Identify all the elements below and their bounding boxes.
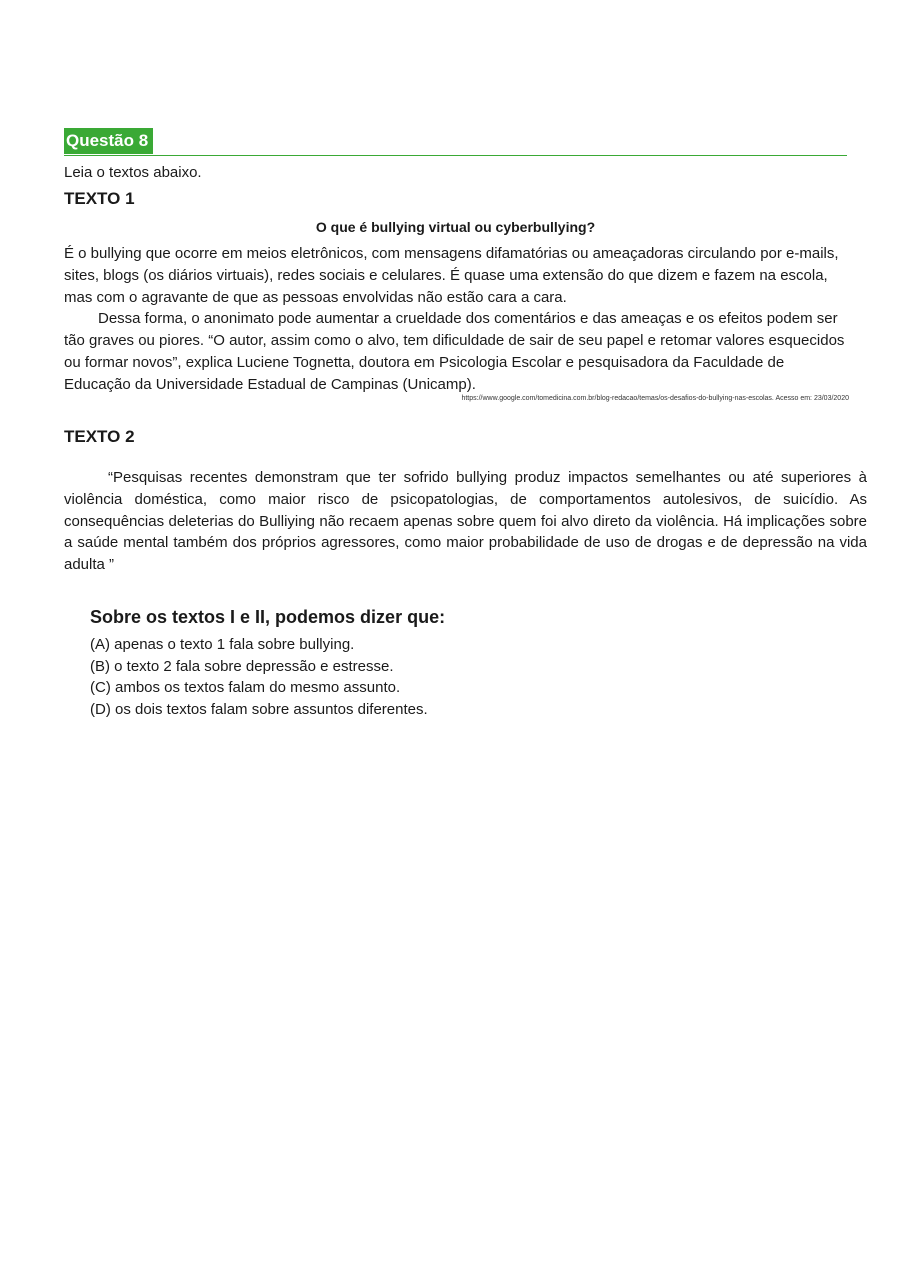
option-a[interactable]: (A) apenas o texto 1 fala sobre bullying. [90, 636, 355, 653]
option-b[interactable]: (B) o texto 2 fala sobre depressão e estresse. [90, 657, 394, 675]
question-number-badge: Questão 8 [64, 128, 153, 154]
texto2-body [64, 467, 867, 576]
texto1-paragraph-1: É o bullying que ocorre em meios eletrônicos, com mensagens difamatórias ou ameaçadoras circulando por e-mails, sites, blogs (os diários virtuais), redes sociais e celulares. É quase uma extensão do que dizem e fazem na escola, mas com o agravante de que as pessoas envolvidas não estão cara a cara. [64, 245, 839, 306]
question-prompt: Sobre os textos I e II, podemos dizer que: [90, 607, 446, 627]
option-d[interactable]: (D) os dois textos falam sobre assuntos diferentes. [90, 700, 428, 718]
texto1-body [64, 243, 854, 396]
texto1-label: TEXTO 1 [64, 189, 135, 208]
texto1-paragraph-2: Dessa forma, o anonimato pode aumentar a crueldade dos comentários e das ameaças e os efeitos podem ser tão graves ou piores. “O autor, assim como o alvo, tem dificuldade de sair de seu papel e retomar valores esquecidos ou formar novos”, explica Luciene Tognetta, doutora em Psicologia Escolar e pesquisadora da Faculdade de Educação da Universidade Estadual de Campinas (Unicamp). [64, 310, 845, 393]
texto2-paragraph: “Pesquisas recentes demonstram que ter sofrido bullying produz impactos semelhantes ou até superiores à violência doméstica, como maior risco de psicopatologias, de comportamentos autolesivos, de suicídio. As consequências deleterias do Bulliying não recaem apenas sobre quem foi alvo direto da violência. Há implicações sobre a saúde mental também dos próprios agressores, como maior probabilidade de uso de drogas e de depressão na vida adulta ” [64, 469, 867, 574]
instruction-text: Leia o textos abaixo. [64, 164, 202, 181]
option-c[interactable]: (C) ambos os textos falam do mesmo assunto. [90, 679, 401, 696]
texto1-source: https://www.google.com/tomedicina.com.br/blog-redacao/temas/os-desafios-do-bullying-nas-escolas. Acesso em: 23/03/2020 [461, 395, 849, 402]
question-header [64, 128, 847, 156]
answer-options [90, 634, 428, 720]
texto2-label: TEXTO 2 [64, 427, 135, 446]
texto1-title: O que é bullying virtual ou cyberbullying? [315, 219, 596, 235]
